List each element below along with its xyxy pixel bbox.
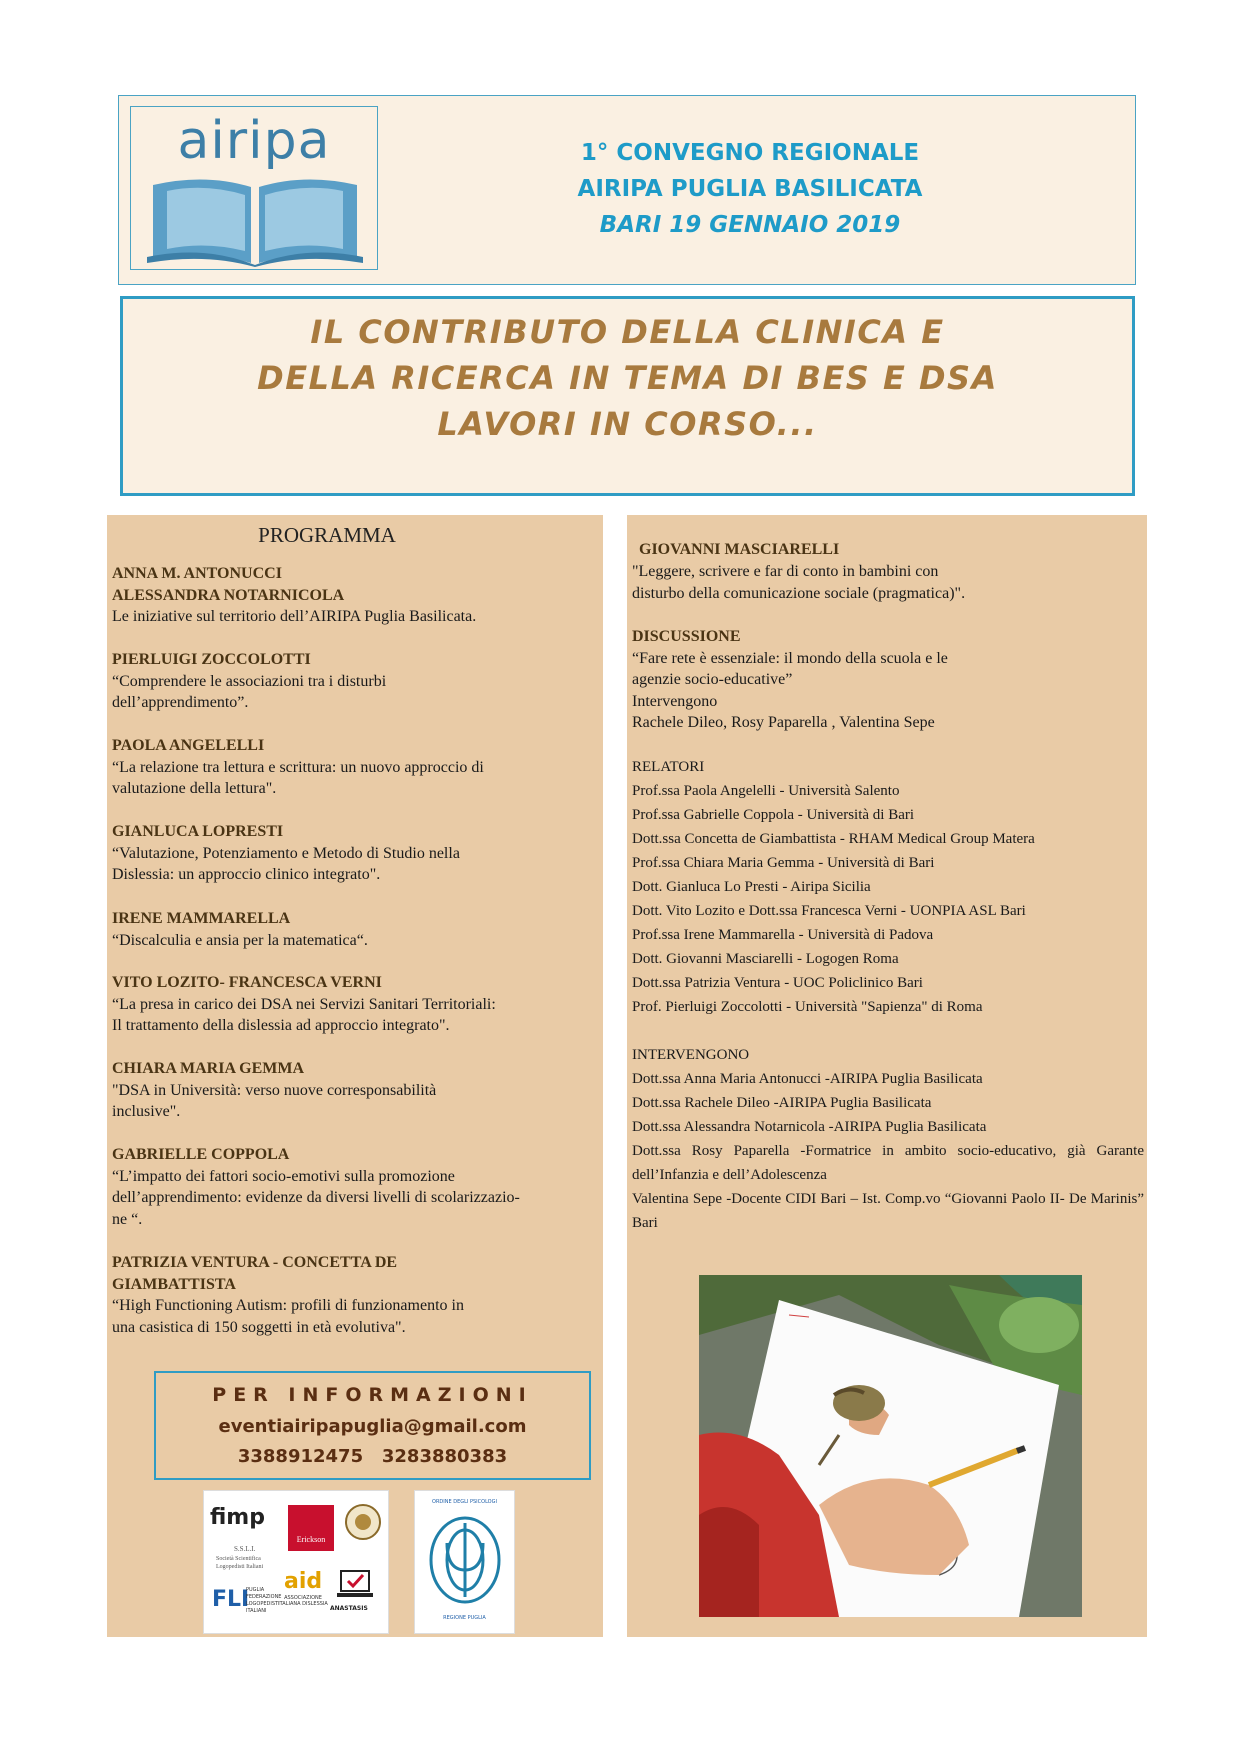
talk-title: dell’apprendimento”. xyxy=(112,694,249,711)
speaker-name: PAOLA ANGELELLI xyxy=(112,737,265,754)
relatore-item: Dott.ssa Patrizia Ventura - UOC Policlinico Bari xyxy=(632,975,923,991)
ssli-subtitle: Società Scientifica Logopedisti Italiani xyxy=(216,1556,264,1570)
talk-title: “Valutazione, Potenziamento e Metodo di Studio nella xyxy=(112,844,460,862)
program-entry xyxy=(112,1252,592,1338)
intervenuto-item: Dott.ssa Anna Maria Antonucci -AIRIPA Puglia Basilicata xyxy=(632,1071,983,1087)
program-entry xyxy=(112,821,592,886)
main-title-line-2: DELLA RICERCA IN TEMA DI BES E DSA xyxy=(257,359,998,397)
fli-subtitle: PUGLIA FEDERAZIONE LOGOPEDISTI ITALIANI xyxy=(246,1587,282,1614)
program-entry xyxy=(112,908,592,951)
intervenuto-item: Dott.ssa Rachele Dileo -AIRIPA Puglia Basilicata xyxy=(632,1095,932,1111)
anastasis-laptop-icon xyxy=(336,1569,374,1601)
program-entry xyxy=(112,649,592,714)
relatore-item: Prof.ssa Gabrielle Coppola - Università di Bari xyxy=(632,807,915,823)
fli-logo: FLI xyxy=(212,1587,250,1612)
ordine-psicologi-logo xyxy=(414,1490,515,1634)
discussion-line: Rachele Dileo, Rosy Paparella , Valentina Sepe xyxy=(632,714,935,731)
ordine-region: REGIONE PUGLIA xyxy=(443,1615,486,1621)
relatore-item: Prof. Pierluigi Zoccolotti - Università "Sapienza" di Roma xyxy=(632,999,983,1015)
relatore-item: Prof.ssa Paola Angelelli - Università Salento xyxy=(632,783,900,799)
talk-title: "Leggere, scrivere e far di conto in bambini con xyxy=(632,563,939,580)
speaker-name: GIAMBATTISTA xyxy=(112,1275,236,1293)
program-entry xyxy=(112,735,592,800)
talk-title: dell’apprendimento: evidenze da diversi livelli di scolarizzazio- xyxy=(112,1189,520,1206)
intervenuto-item: Dott.ssa Alessandra Notarnicola -AIRIPA Puglia Basilicata xyxy=(632,1119,987,1135)
talk-title: Dislessia: un approccio clinico integrato". xyxy=(112,866,381,883)
fimp-logo: fimp xyxy=(210,1505,265,1530)
sponsor-logos xyxy=(203,1490,389,1634)
main-title-line-1: IL CONTRIBUTO DELLA CLINICA E xyxy=(310,313,945,351)
talk-title: Il trattamento della dislessia ad approccio integrato". xyxy=(112,1017,450,1034)
intervengono-list xyxy=(632,1043,1144,1235)
talk-title: ne “. xyxy=(112,1210,143,1228)
talk-block xyxy=(632,561,1137,604)
logo-text: airipa xyxy=(177,111,331,171)
talk-title: “Discalculia e ansia per la matematica“. xyxy=(112,931,368,949)
psi-symbol-icon xyxy=(425,1515,505,1605)
talk-title: valutazione della lettura". xyxy=(112,780,277,797)
program-entry xyxy=(112,1058,592,1123)
open-book-icon xyxy=(145,171,365,267)
relatori-list xyxy=(632,755,1144,1019)
anastasis-logo: ANASTASIS xyxy=(330,1605,368,1612)
convegno-organizer: AIRIPA PUGLIA BASILICATA xyxy=(577,176,923,202)
contact-phones: 3388912475 3283880383 xyxy=(237,1446,508,1467)
speaker-name: GABRIELLE COPPOLA xyxy=(112,1146,290,1163)
speaker-name: GIOVANNI MASCIARELLI xyxy=(639,541,840,558)
program-entry xyxy=(112,1144,592,1230)
program-entry xyxy=(639,539,1144,561)
society-seal-icon xyxy=(344,1503,382,1541)
aid-subtitle: ASSOCIAZIONE ITALIANA DISLESSIA xyxy=(278,1595,328,1607)
relatore-item: Dott.ssa Concetta de Giambattista - RHAM Medical Group Matera xyxy=(632,831,1035,847)
discussion-line: agenzie socio-educative” xyxy=(632,671,793,688)
speaker-name: PIERLUIGI ZOCCOLOTTI xyxy=(112,651,311,668)
talk-title: Le iniziative sul territorio dell’AIRIPA Puglia Basilicata. xyxy=(112,608,477,625)
talk-title: "DSA in Università: verso nuove corresponsabilità xyxy=(112,1081,437,1099)
talk-title: “L’impatto dei fattori socio-emotivi sulla promozione xyxy=(112,1167,455,1185)
program-entry xyxy=(112,563,592,628)
intervenuto-item: Dott.ssa Rosy Paparella -Formatrice in ambito socio-educativo, già Garante dell’Infanzia e dell’Adolescenza xyxy=(632,1143,1144,1183)
ssli-logo: S.S.L.I. xyxy=(234,1545,256,1553)
main-title-line-3: LAVORI IN CORSO... xyxy=(437,405,818,443)
speaker-name: ANNA M. ANTONUCCI xyxy=(112,565,282,582)
discussion-line: Intervengono xyxy=(632,692,718,710)
discussion-block xyxy=(632,626,1137,734)
convegno-title: 1° CONVEGNO REGIONALE xyxy=(580,140,920,166)
talk-title: inclusive". xyxy=(112,1103,181,1120)
intervengono-heading: INTERVENGONO xyxy=(632,1047,750,1063)
intervenuto-item: Valentina Sepe -Docente CIDI Bari – Ist. Comp.vo “Giovanni Paolo II- De Marinis” Bari xyxy=(632,1191,1144,1231)
speaker-name: ALESSANDRA NOTARNICOLA xyxy=(112,586,345,604)
child-drawing-photo xyxy=(699,1275,1082,1617)
talk-title: “La presa in carico dei DSA nei Servizi Sanitari Territoriali: xyxy=(112,995,496,1013)
contact-email[interactable]: eventiairipapuglia@gmail.com xyxy=(218,1416,527,1437)
discussion-line: “Fare rete è essenziale: il mondo della scuola e le xyxy=(632,649,948,667)
airipa-logo xyxy=(130,106,378,270)
speaker-name: GIANLUCA LOPRESTI xyxy=(112,823,284,840)
speaker-name: PATRIZIA VENTURA - CONCETTA DE xyxy=(112,1254,398,1271)
speaker-name: VITO LOZITO- FRANCESCA VERNI xyxy=(112,974,382,991)
talk-title: una casistica di 150 soggetti in età evolutiva". xyxy=(112,1318,406,1336)
main-title-box xyxy=(120,296,1135,496)
talk-title: “La relazione tra lettura e scrittura: un nuovo approccio di xyxy=(112,758,484,776)
program-entry xyxy=(112,972,592,1037)
aid-logo: aid xyxy=(284,1569,323,1594)
ordine-title: ORDINE DEGLI PSICOLOGI xyxy=(432,1499,497,1505)
relatore-item: Dott. Vito Lozito e Dott.ssa Francesca Verni - UONPIA ASL Bari xyxy=(632,903,1026,919)
convegno-date: BARI 19 GENNAIO 2019 xyxy=(599,212,901,238)
relatore-item: Prof.ssa Chiara Maria Gemma - Università di Bari xyxy=(632,855,935,871)
speaker-name: CHIARA MARIA GEMMA xyxy=(112,1060,304,1077)
relatore-item: Dott. Gianluca Lo Presti - Airipa Sicilia xyxy=(632,879,871,895)
talk-title: “High Functioning Autism: profili di funzionamento in xyxy=(112,1297,464,1314)
relatore-item: Prof.ssa Irene Mammarella - Università di Padova xyxy=(632,927,934,943)
program-heading: PROGRAMMA xyxy=(258,523,396,547)
info-box xyxy=(154,1371,591,1480)
talk-title: “Comprendere le associazioni tra i disturbi xyxy=(112,672,387,690)
info-heading: PER INFORMAZIONI xyxy=(212,1384,533,1406)
talk-title: disturbo della comunicazione sociale (pragmatica)". xyxy=(632,584,966,602)
relatore-item: Dott. Giovanni Masciarelli - Logogen Roma xyxy=(632,951,899,967)
relatori-heading: RELATORI xyxy=(632,759,705,775)
discussion-heading: DISCUSSIONE xyxy=(632,628,741,645)
speaker-name: IRENE MAMMARELLA xyxy=(112,910,291,927)
erickson-logo: Erickson xyxy=(288,1505,334,1551)
